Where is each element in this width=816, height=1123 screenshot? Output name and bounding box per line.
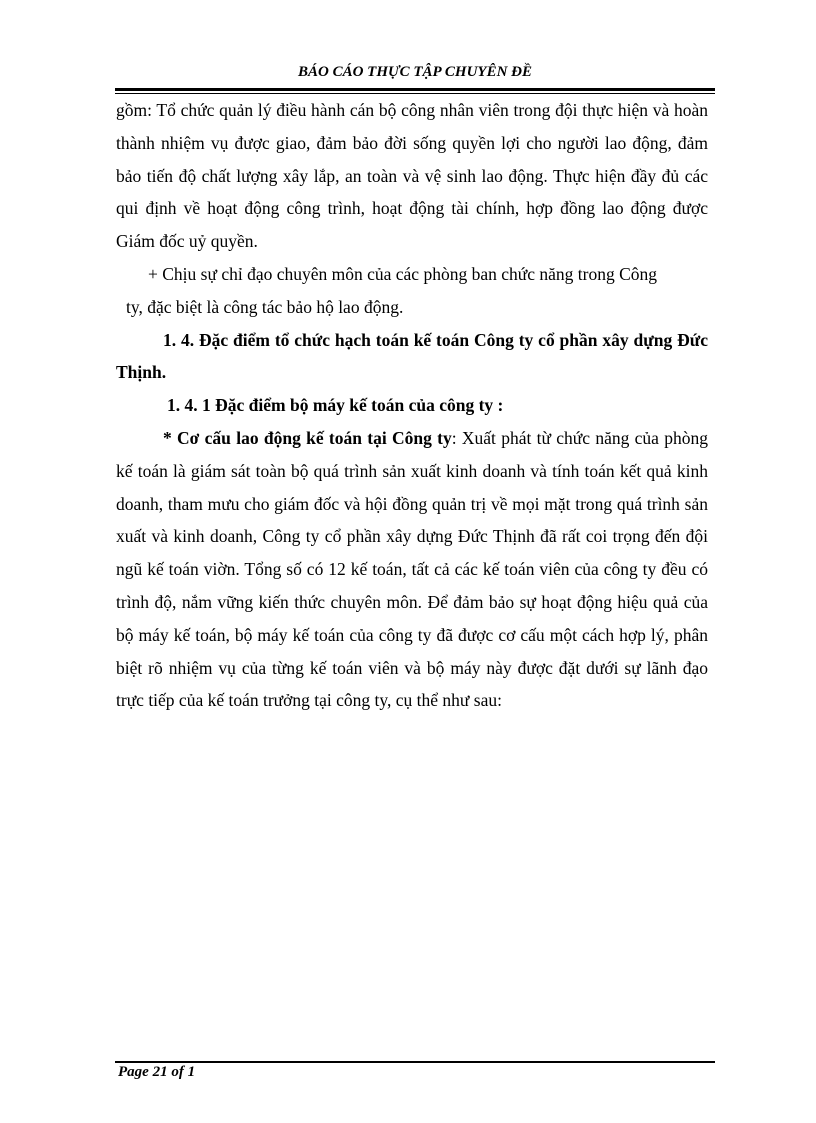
- paragraph-continuation: gồm: Tổ chức quản lý điều hành cán bộ công nhân viên trong đội thực hiện và hoàn thành nhiệm vụ được giao, đảm bảo đời sống quyền lợi cho người lao động, đảm bảo tiến độ chất lượng xây lắp, an toàn và vệ sinh lao động. Thực hiện đầy đủ các qui định về hoạt động công trình, hoạt động tài chính, hợp đồng lao động được Giám đốc uỷ quyền.: [116, 100, 708, 252]
- section-heading-1-4-1: 1. 4. 1 Đặc điểm bộ máy kế toán của công ty :: [167, 395, 504, 416]
- paragraph-lead-rest: : Xuất phát từ chức năng của phòng kế toán là giám sát toàn bộ quá trình sản xuất kinh doanh và tính toán kết quả kinh doanh, tham mưu cho giám đốc và hội đồng quản trị về mọi mặt trong quá trình sản xuất và kinh doanh, Công ty cổ phần xây dựng Đức Thịnh đã rất coi trọng đến đội ngũ kế toán viờn. Tổng số có 12 kế toán, tất cả các kế toán viên của công ty đều có trình độ, nắm vững kiến thức chuyên môn. Để đảm bảo sự hoạt động hiệu quả của bộ máy kế toán, bộ máy kế toán của công ty đã được cơ cấu một cách hợp lý, phân biệt rõ nhiệm vụ của từng kế toán viên và bộ máy này được đặt dưới sự lãnh đạo trực tiếp của kế toán trưởng tại công ty, cụ thể như sau:: [116, 427, 708, 711]
- paragraph-plus-line1: + Chịu sự chỉ đạo chuyên môn của các phòng ban chức năng trong Công: [148, 263, 657, 284]
- page-header-title: BÁO CÁO THỰC TẬP CHUYÊN ĐỀ: [297, 64, 532, 80]
- section-heading-1-4: 1. 4. Đặc điểm tổ chức hạch toán kế toán Công ty cổ phần xây dựng Đức Thịnh.: [116, 329, 708, 383]
- paragraph-lead-bold: * Cơ cấu lao động kế toán tại Công ty: [163, 427, 452, 448]
- page-number: Page 21 of 1: [118, 1064, 196, 1080]
- paragraph-plus-line2: ty, đặc biệt là công tác bảo hộ lao động.: [126, 296, 404, 317]
- paragraph-accounting-structure: [116, 422, 708, 717]
- document-body: [116, 94, 708, 717]
- footer-divider: [115, 1061, 715, 1063]
